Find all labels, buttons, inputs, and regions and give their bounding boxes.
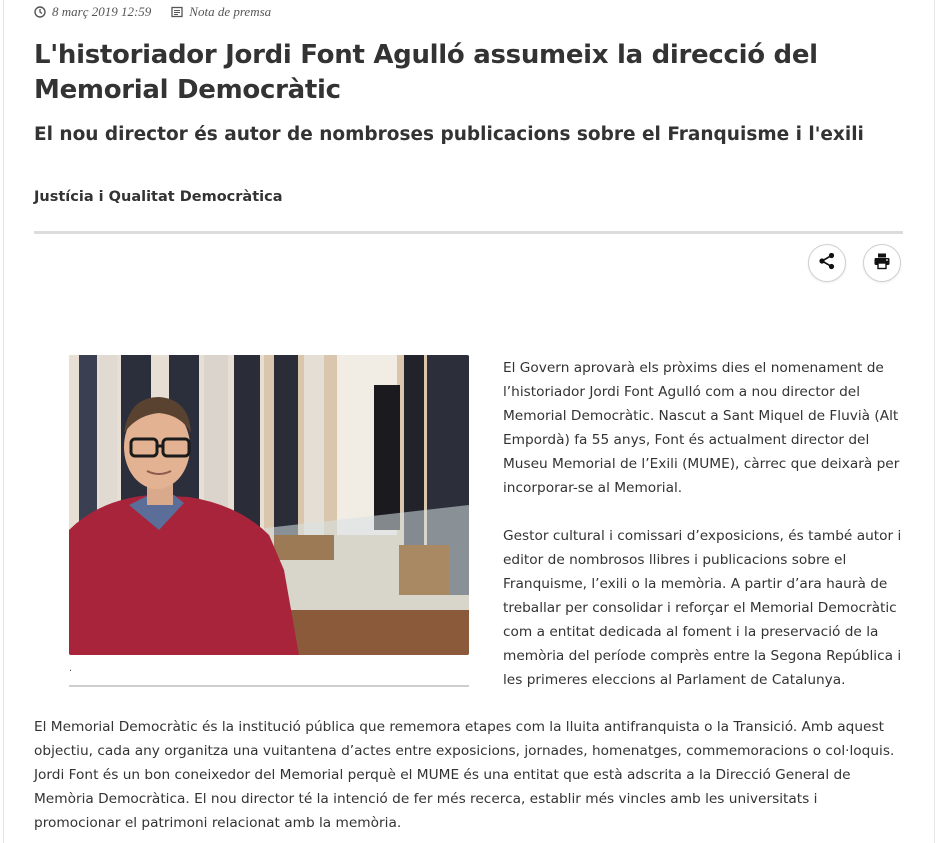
content-type (171, 4, 271, 20)
content-type-text: Nota de premsa (189, 4, 272, 19)
header-divider (34, 231, 903, 234)
photo-caption: . (69, 662, 73, 674)
publish-date-text: 8 març 2019 12:59 (52, 4, 152, 19)
article-photo (69, 355, 469, 655)
article-meta (34, 3, 271, 21)
intro-column (503, 356, 903, 716)
paragraph: Gestor cultural i comissari d’exposicions, és també autor i editor de nombrosos llibres i publicacions sobre el Franquisme, l’exili o la memòria. A partir d’ara haurà de treballar per consolidar i reforçar el Memorial Democràtic com a entitat dedicada al foment i la preservació de la memòria del període comprès entre la Segona República i les primeres eleccions al Parlament de Catalunya. (503, 528, 902, 688)
share-button[interactable] (808, 244, 846, 282)
department-link[interactable]: Justícia i Qualitat Democràtica (34, 189, 283, 205)
publish-date (34, 4, 151, 20)
article-title: L'historiador Jordi Font Agulló assumeix la direcció del Memorial Democràtic (34, 40, 818, 105)
clock-icon (34, 6, 46, 18)
caption-divider (69, 685, 469, 687)
paragraph: El Memorial Democràtic és la institució pública que rememora etapes com la lluita antifranquista o la Transició. Amb aquest objectiu, cada any organitza una vuitantena d’actes entre exposicions, jornades, homenatges, commemoracions o col·loquis. Jordi Font és un bon coneixedor del Memorial perquè el MUME és una entitat que està adscrita a la Direcció General de Memòria Democràtica. El nou director té la intenció de fer més recerca, establir més vincles amb les universitats i promocionar el patrimoni relacionat amb la memòria. (34, 719, 895, 831)
article-subtitle: El nou director és autor de nombroses publicacions sobre el Franquisme i l'exili (34, 124, 864, 145)
print-button[interactable] (863, 244, 901, 282)
share-icon (818, 252, 836, 275)
paragraph: El Govern aprovarà els pròxims dies el nomenament de l’historiador Jordi Font Agulló com a nou director del Memorial Democràtic. Nascut a Sant Miquel de Fluvià (Alt Empordà) fa 55 anys, Font és actualment director del Museu Memorial de l’Exili (MUME), càrrec que deixarà per incorporar-se al Memorial. (503, 360, 900, 496)
document-icon (171, 6, 183, 18)
print-icon (873, 252, 891, 275)
